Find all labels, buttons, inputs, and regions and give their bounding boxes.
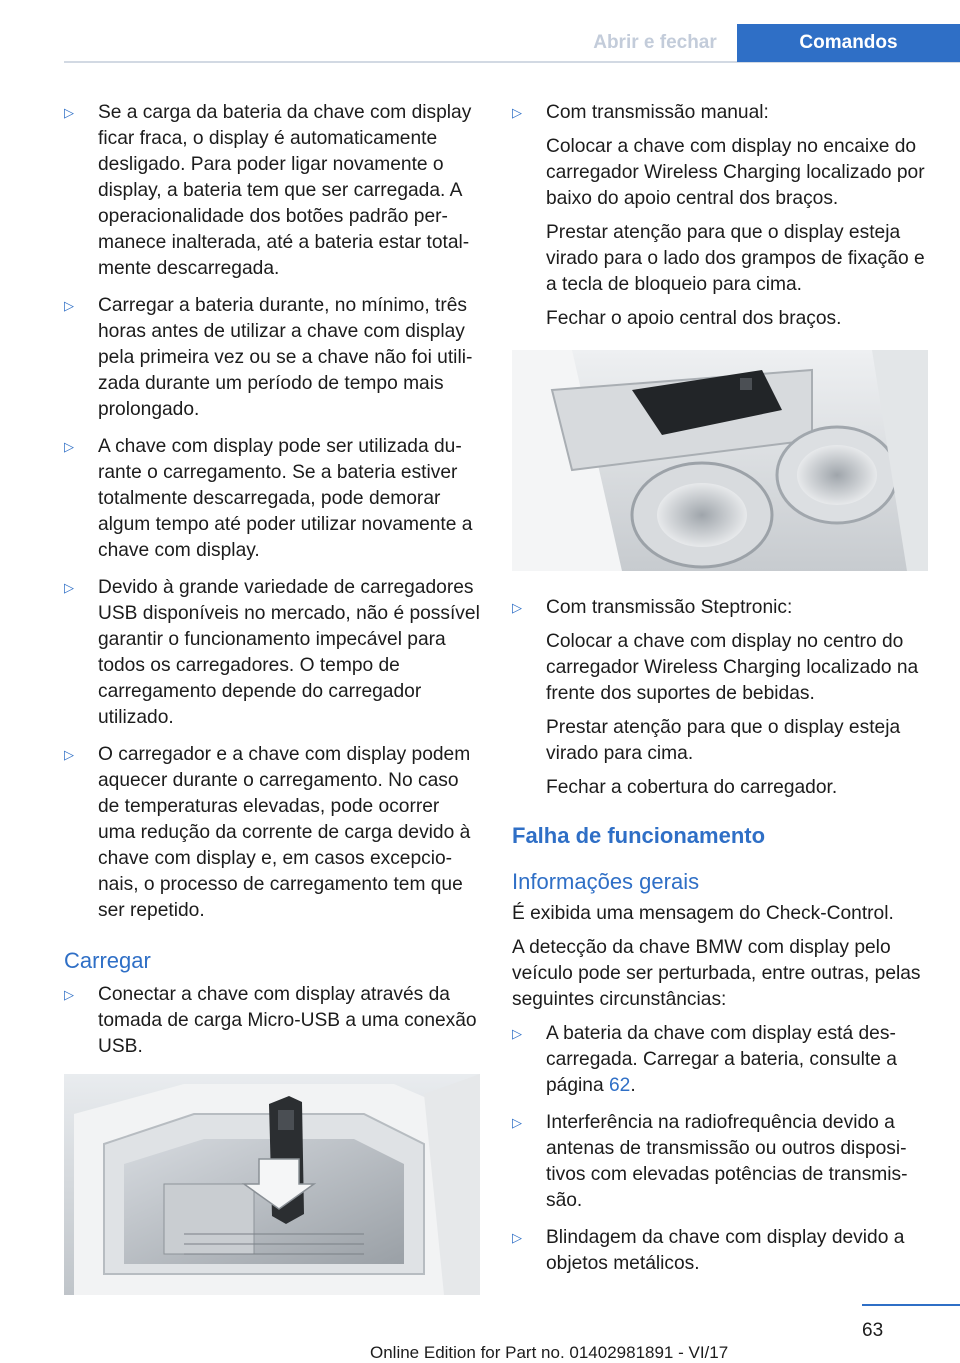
tab-abrir-e-fechar[interactable]: Abrir e fechar [593, 32, 717, 53]
triangle-bullet-icon: ▷ [512, 1026, 522, 1041]
triangle-bullet-icon: ▷ [512, 600, 522, 615]
tab-comandos[interactable]: Comandos [737, 24, 960, 62]
triangle-bullet-icon: ▷ [64, 747, 74, 762]
left-column [64, 100, 480, 1319]
triangle-bullet-icon: ▷ [512, 1230, 522, 1245]
wireless-charging-photo [512, 350, 928, 571]
page-link-62[interactable]: 62 [608, 1075, 631, 1096]
list-item-text: O carregador e a chave com display podem aquecer durante o carregamento. No caso de temperaturas elevadas, pode ocorrer uma redução da corrente de carga devido à chave com display e, em casos excepcionais, o processo de carregamento tem que ser repetido. [98, 744, 471, 921]
list-item [64, 742, 480, 924]
section-heading-informacoes: Informações gerais [512, 869, 700, 894]
manual-title: Com transmissão manual: [546, 102, 769, 123]
list-item [64, 575, 480, 731]
list-item-end: . [630, 1075, 636, 1096]
list-item [64, 293, 480, 423]
right-column [512, 100, 928, 1288]
list-item-text: Blindagem da chave com display devido a objetos metálicos. [546, 1227, 905, 1274]
list-item-manual [512, 100, 928, 332]
triangle-bullet-icon: ▷ [512, 1115, 522, 1130]
list-item [64, 982, 480, 1060]
manual-step-3: Fechar o apoio central dos braços. [546, 308, 842, 329]
steptronic-step-3: Fechar a cobertura do carregador. [546, 777, 838, 798]
paragraph-check-control: É exibida uma mensagem do Check-Control. [512, 903, 894, 924]
list-item-text: Se a carga da bateria da chave com display ficar fraca, o display é automaticamente desligado. Para poder ligar novamente o display, a bateria tem que ser carregada. A operacionalidade dos botões padrão permanece inalterada, até a bateria estar totalmente descarregada. [98, 102, 472, 279]
section-heading-carregar: Carregar [64, 948, 151, 973]
list-item [512, 1021, 928, 1099]
steptronic-step-1: Colocar a chave com display no centro do carregador Wireless Charging localizado na frente dos suportes de bebidas. [546, 631, 919, 704]
page-number: 63 [862, 1320, 884, 1341]
list-item [64, 100, 480, 282]
list-item-steptronic [512, 595, 928, 801]
list-item-text: A bateria da chave com display está descarregada. Carregar a bateria, consulte a página [546, 1023, 897, 1096]
manual-step-2: Prestar atenção para que o display esteja virado para o lado dos grampos de fixação e a tecla de bloqueio para cima. [546, 222, 925, 295]
armrest-compartment-illustration [64, 1074, 480, 1295]
triangle-bullet-icon: ▷ [64, 580, 74, 595]
list-item-text: A chave com display pode ser utilizada durante o carregamento. Se a bateria estiver totalmente descarregada, pode demorar algum tempo até poder utilizar novamente a chave com display. [98, 436, 473, 561]
steptronic-title: Com transmissão Steptronic: [546, 597, 793, 618]
armrest-charger-photo [64, 1074, 480, 1295]
steptronic-step-2: Prestar atenção para que o display esteja virado para cima. [546, 717, 901, 764]
triangle-bullet-icon: ▷ [512, 105, 522, 120]
edition-note: Online Edition for Part no. 01402981891 - VI/17 [370, 1343, 729, 1362]
list-item-text: Carregar a bateria durante, no mínimo, três horas antes de utilizar a chave com display pela primeira vez ou se a chave não foi utilizada durante um período de tempo mais prolongado. [98, 295, 473, 420]
list-item-text: Interferência na radiofrequência devido a antenas de transmissão ou outros dispositivos com elevadas potências de transmissão. [546, 1112, 908, 1211]
triangle-bullet-icon: ▷ [64, 105, 74, 120]
list-item [64, 434, 480, 564]
list-item-text: Devido à grande variedade de carregadores USB disponíveis no mercado, não é possível garantir o funcionamento impecável para todos os carregadores. O tempo de carregamento depende do carregador utilizado. [98, 577, 480, 728]
triangle-bullet-icon: ▷ [64, 439, 74, 454]
triangle-bullet-icon: ▷ [64, 987, 74, 1002]
paragraph-deteccao: A detecção da chave BMW com display pelo veículo pode ser perturbada, entre outras, pelas seguintes circunstâncias: [512, 937, 921, 1010]
list-item [512, 1110, 928, 1214]
footer-rule [862, 1304, 960, 1306]
list-item-text: Conectar a chave com display através da tomada de carga Micro-USB a uma conexão USB. [98, 984, 477, 1057]
triangle-bullet-icon: ▷ [64, 298, 74, 313]
section-heading-falha: Falha de funcionamento [512, 823, 766, 848]
list-item [512, 1225, 928, 1277]
cupholder-charger-illustration [512, 350, 928, 571]
manual-step-1: Colocar a chave com display no encaixe do carregador Wireless Charging localizado por baixo do apoio central dos braços. [546, 136, 925, 209]
